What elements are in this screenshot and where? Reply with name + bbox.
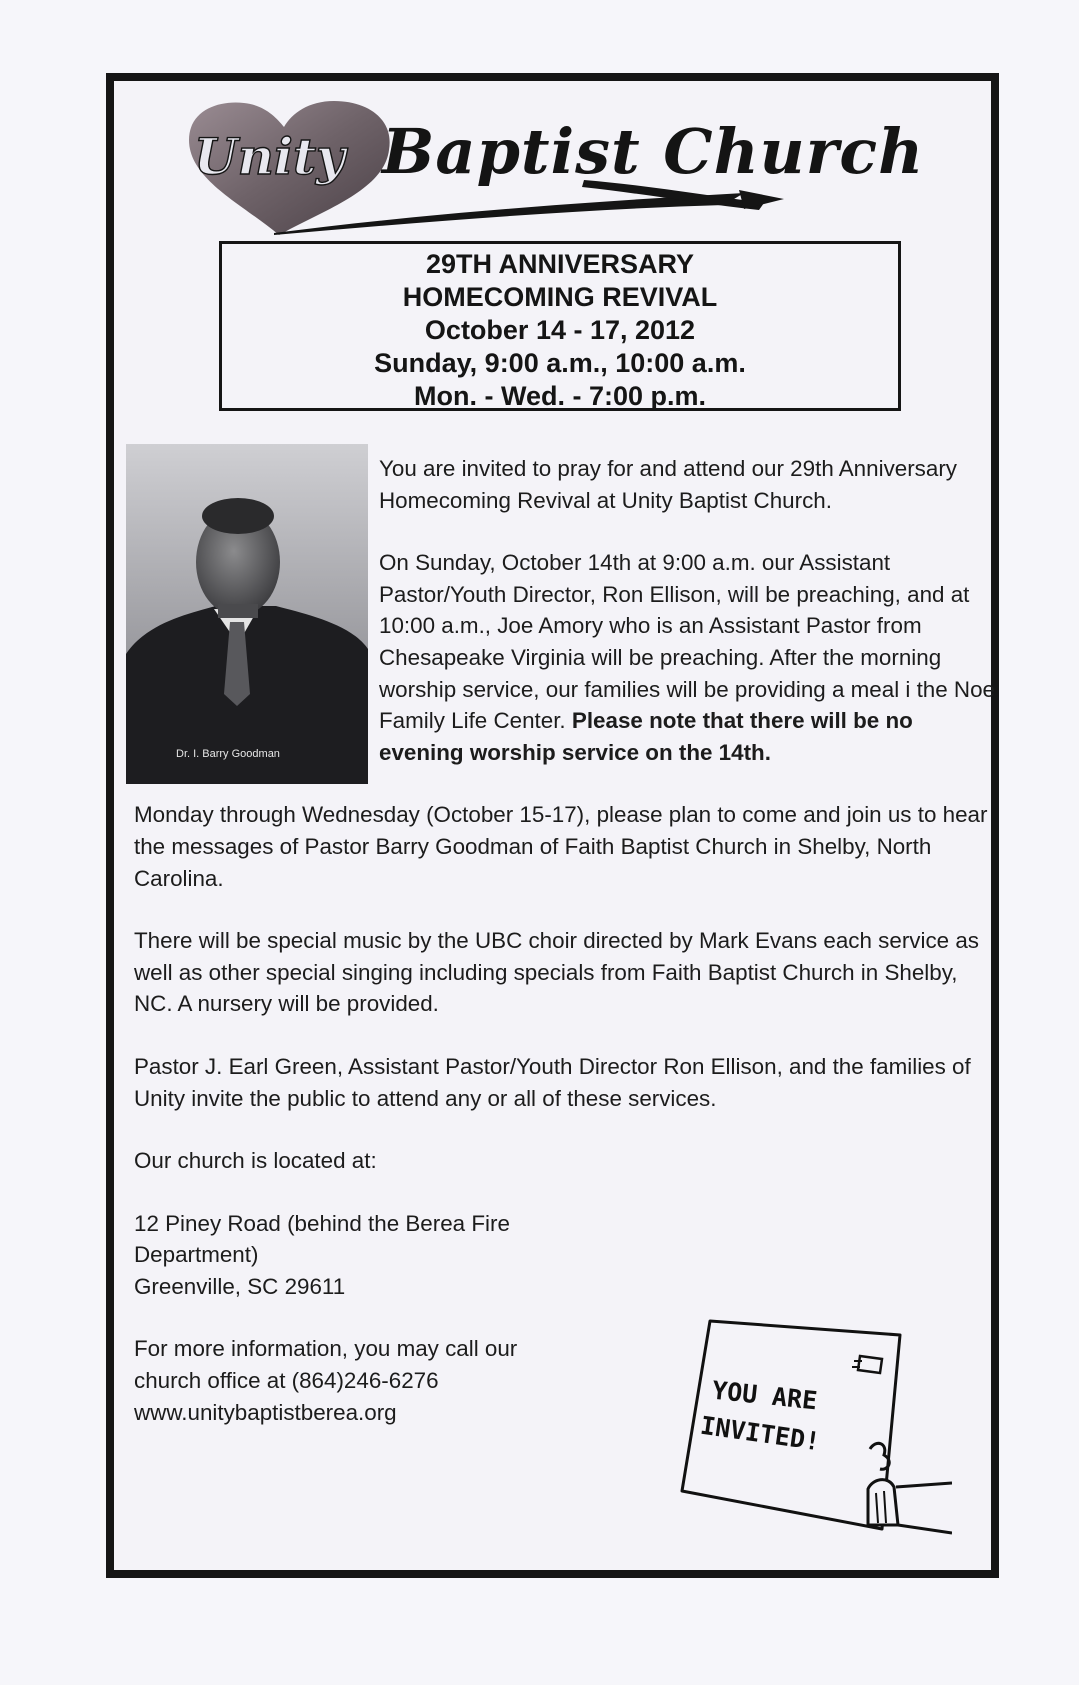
event-info-box <box>219 241 901 411</box>
address-line-3: Greenville, SC 29611 <box>134 1273 346 1299</box>
event-weekday-times: Mon. - Wed. - 7:00 p.m. <box>413 381 707 411</box>
contact-phone: church office at (864)246-6276 <box>134 1368 439 1394</box>
photo-caption: Dr. I. Barry Goodman <box>176 748 280 760</box>
event-anniversary: 29TH ANNIVERSARY <box>425 249 695 279</box>
church-logo <box>184 95 944 245</box>
event-title: HOMECOMING REVIVAL <box>402 282 718 312</box>
sunday-details: On Sunday, October 14th at 9:00 a.m. our Assistant Pastor/Youth Director, Ron Ellison, will be preaching, and at 10:00 a.m., Joe Amory who is an Assistant Pastor from Chesapeake Virginia will be preaching. After the morning worship service, our families will be providing a meal i the Noe Family Life Center. <box>379 550 996 734</box>
address-line-1: 12 Piney Road (behind the Berea Fire <box>134 1210 510 1236</box>
invite-line-1: YOU ARE <box>710 1375 819 1416</box>
invite-line-2: INVITED! <box>698 1410 822 1457</box>
location-intro: Our church is located at: <box>134 1148 377 1174</box>
address-block <box>134 1208 999 1303</box>
flyer-frame <box>106 73 999 1578</box>
flyer-body <box>134 453 999 1459</box>
no-evening-service-note: Please note that there will be no evening worship service on the 14th. <box>379 708 913 765</box>
contact-line-1: For more information, you may call our <box>134 1336 518 1362</box>
contact-website[interactable]: www.unitybaptistberea.org <box>134 1399 397 1425</box>
music-paragraph: There will be special music by the UBC choir directed by Mark Evans each service as well as other special singing including specials from Faith Baptist Church in Shelby, NC. A nursery will be provided. <box>134 928 979 1017</box>
event-sunday-times: Sunday, 9:00 a.m., 10:00 a.m. <box>374 348 746 378</box>
you-are-invited-clipart <box>662 1311 952 1551</box>
public-invite-paragraph: Pastor J. Earl Green, Assistant Pastor/Youth Director Ron Ellison, and the families of Unity invite the public to attend any or all of these services. <box>134 1053 971 1111</box>
logo-heart-text: Unity <box>194 127 346 186</box>
weekday-paragraph: Monday through Wednesday (October 15-17), please plan to come and join us to hear the messages of Pastor Barry Goodman of Faith Baptist Church in Shelby, North Carolina. <box>134 802 988 891</box>
event-dates: October 14 - 17, 2012 <box>424 315 696 345</box>
invitation-paragraph: You are invited to pray for and attend our 29th Anniversary Homecoming Revival at Unity Baptist Church. <box>379 456 957 513</box>
address-line-2: Department) <box>134 1242 259 1268</box>
logo-text: Baptist Church <box>382 115 925 188</box>
